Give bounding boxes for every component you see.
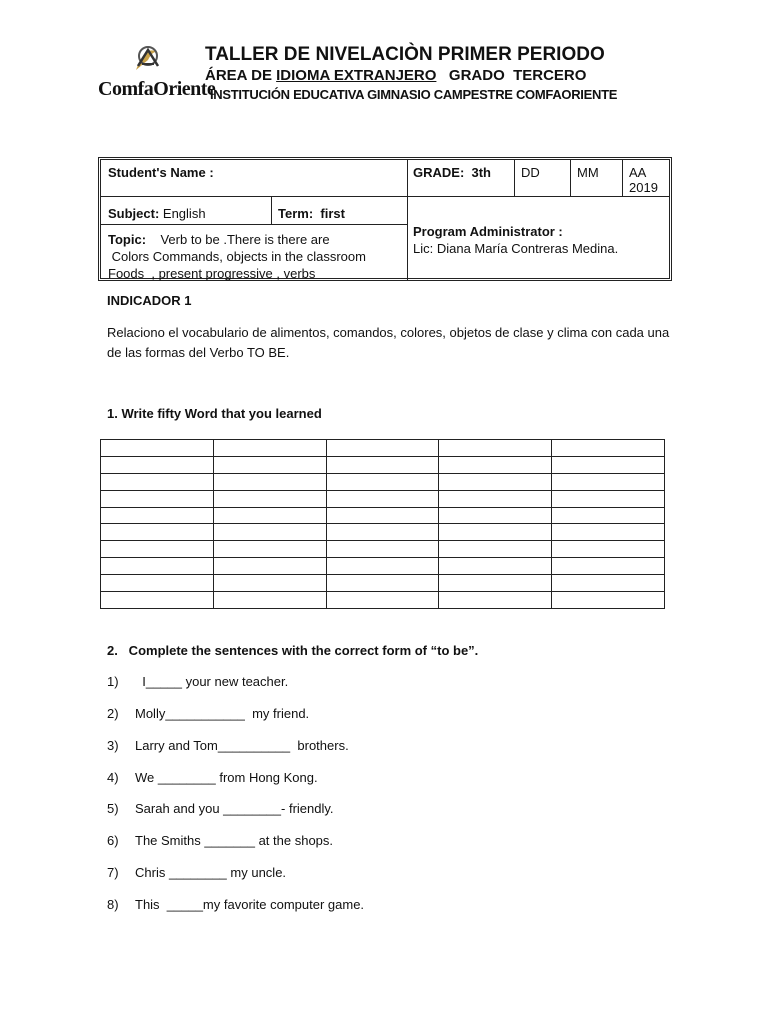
sentence-item (107, 770, 318, 785)
grid-cell[interactable] (101, 524, 214, 541)
grid-row (101, 507, 665, 524)
mm-label: MM (577, 165, 599, 180)
grid-cell[interactable] (213, 507, 326, 524)
area-prefix: ÁREA DE (205, 67, 277, 84)
grid-row (101, 456, 665, 473)
grid-cell[interactable] (101, 558, 214, 575)
sentence-text: Chris ________ my uncle. (135, 865, 287, 880)
grid-cell[interactable] (101, 575, 214, 592)
grid-cell[interactable] (326, 456, 439, 473)
grade-label: GRADE: 3th (413, 165, 491, 180)
grid-cell[interactable] (213, 456, 326, 473)
topic-field (108, 231, 366, 282)
grid-cell[interactable] (213, 440, 326, 457)
grid-cell[interactable] (213, 592, 326, 609)
sentence-item (107, 833, 333, 848)
sentence-item (107, 865, 286, 880)
grid-cell[interactable] (552, 490, 665, 507)
exercise2-title: 2. Complete the sentences with the correct form of “to be”. (107, 643, 479, 658)
grid-cell[interactable] (326, 524, 439, 541)
grid-row (101, 575, 665, 592)
grid-row (101, 440, 665, 457)
grid-cell[interactable] (326, 507, 439, 524)
grid-cell[interactable] (213, 473, 326, 490)
dd-label: DD (521, 165, 540, 180)
grid-cell[interactable] (439, 524, 552, 541)
grid-cell[interactable] (439, 592, 552, 609)
sentence-item (107, 706, 309, 721)
sentence-text: This _____my favorite computer game. (135, 897, 365, 912)
topic-line3: Foods , present progressive , verbs (108, 266, 316, 281)
grid-cell[interactable] (101, 473, 214, 490)
grid-cell[interactable] (213, 490, 326, 507)
grid-cell[interactable] (439, 440, 552, 457)
logo-text: ComfaOriente (98, 78, 216, 100)
year-value: 2019 (629, 180, 658, 195)
sentence-text: Sarah and you ________- friendly. (135, 801, 334, 816)
sentence-number: 1) (107, 674, 119, 689)
grid-cell[interactable] (213, 524, 326, 541)
sentence-number: 7) (107, 865, 119, 880)
grid-cell[interactable] (439, 575, 552, 592)
grid-cell[interactable] (552, 524, 665, 541)
grid-cell[interactable] (101, 592, 214, 609)
grid-row (101, 524, 665, 541)
grid-cell[interactable] (101, 440, 214, 457)
admin-label: Program Administrator : (413, 224, 563, 239)
grid-cell[interactable] (326, 440, 439, 457)
grid-row (101, 541, 665, 558)
subject-field (108, 206, 206, 221)
grid-cell[interactable] (326, 558, 439, 575)
area-line (205, 67, 586, 84)
grid-cell[interactable] (439, 473, 552, 490)
sentence-text: We ________ from Hong Kong. (135, 770, 318, 785)
sentence-text: Larry and Tom__________ brothers. (135, 738, 349, 753)
grid-cell[interactable] (101, 541, 214, 558)
sentence-item (107, 674, 288, 689)
term-field (278, 206, 345, 221)
topic-line2: Colors Commands, objects in the classroom (108, 249, 366, 264)
sentence-number: 3) (107, 738, 119, 753)
grid-cell[interactable] (101, 456, 214, 473)
area-grade: GRADO TERCERO (436, 67, 587, 84)
grid-cell[interactable] (326, 575, 439, 592)
sentence-number: 8) (107, 897, 119, 912)
grid-cell[interactable] (101, 490, 214, 507)
grid-cell[interactable] (552, 473, 665, 490)
grid-cell[interactable] (213, 575, 326, 592)
grid-cell[interactable] (326, 592, 439, 609)
grid-cell[interactable] (439, 456, 552, 473)
page-title: TALLER DE NIVELACIÒN PRIMER PERIODO (205, 44, 605, 65)
grid-cell[interactable] (552, 456, 665, 473)
grid-row (101, 558, 665, 575)
grid-row (101, 473, 665, 490)
sentence-text: Molly___________ my friend. (135, 706, 310, 721)
sentence-item (107, 738, 349, 753)
word-grid (100, 439, 665, 609)
grid-cell[interactable] (213, 558, 326, 575)
grid-cell[interactable] (213, 541, 326, 558)
sentence-text: I_____ your new teacher. (135, 674, 289, 689)
grid-cell[interactable] (552, 558, 665, 575)
admin-value: Lic: Diana María Contreras Medina. (413, 241, 619, 256)
grid-cell[interactable] (552, 440, 665, 457)
grid-row (101, 490, 665, 507)
grid-row (101, 592, 665, 609)
grid-cell[interactable] (326, 473, 439, 490)
grid-cell[interactable] (552, 507, 665, 524)
grid-cell[interactable] (101, 507, 214, 524)
sentence-number: 5) (107, 801, 119, 816)
grid-cell[interactable] (552, 592, 665, 609)
sentence-number: 6) (107, 833, 119, 848)
topic-line1: Verb to be .There is there are (146, 232, 330, 247)
indicator-text: Relaciono el vocabulario de alimentos, comandos, colores, objetos de clase y clima con cada una de las formas del Verbo TO BE. (107, 325, 670, 360)
term-value: first (313, 206, 345, 221)
student-info-table (98, 157, 672, 281)
grid-cell[interactable] (439, 558, 552, 575)
subject-label: Subject: (108, 206, 160, 221)
topic-label: Topic: (108, 232, 147, 247)
student-name-label: Student's Name : (108, 165, 214, 180)
sentence-number: 2) (107, 706, 119, 721)
grid-cell[interactable] (552, 541, 665, 558)
sentence-text: The Smiths _______ at the shops. (135, 833, 334, 848)
term-label: Term: (278, 206, 314, 221)
institution-name: INSTITUCIÓN EDUCATIVA GIMNASIO CAMPESTRE COMFAORIENTE (210, 87, 618, 102)
grid-cell[interactable] (439, 507, 552, 524)
sentence-item (107, 801, 334, 816)
area-subject: IDIOMA EXTRANJERO (276, 67, 437, 84)
grid-cell[interactable] (552, 575, 665, 592)
sentence-number: 4) (107, 770, 119, 785)
admin-field (413, 223, 618, 257)
aa-label: AA (629, 165, 647, 180)
grid-cell[interactable] (439, 541, 552, 558)
grid-cell[interactable] (326, 490, 439, 507)
grid-cell[interactable] (326, 541, 439, 558)
indicator-title: INDICADOR 1 (107, 293, 192, 308)
grid-cell[interactable] (439, 490, 552, 507)
exercise1-title: 1. Write fifty Word that you learned (107, 406, 322, 421)
sentence-item (107, 897, 364, 912)
subject-value: English (159, 206, 206, 221)
